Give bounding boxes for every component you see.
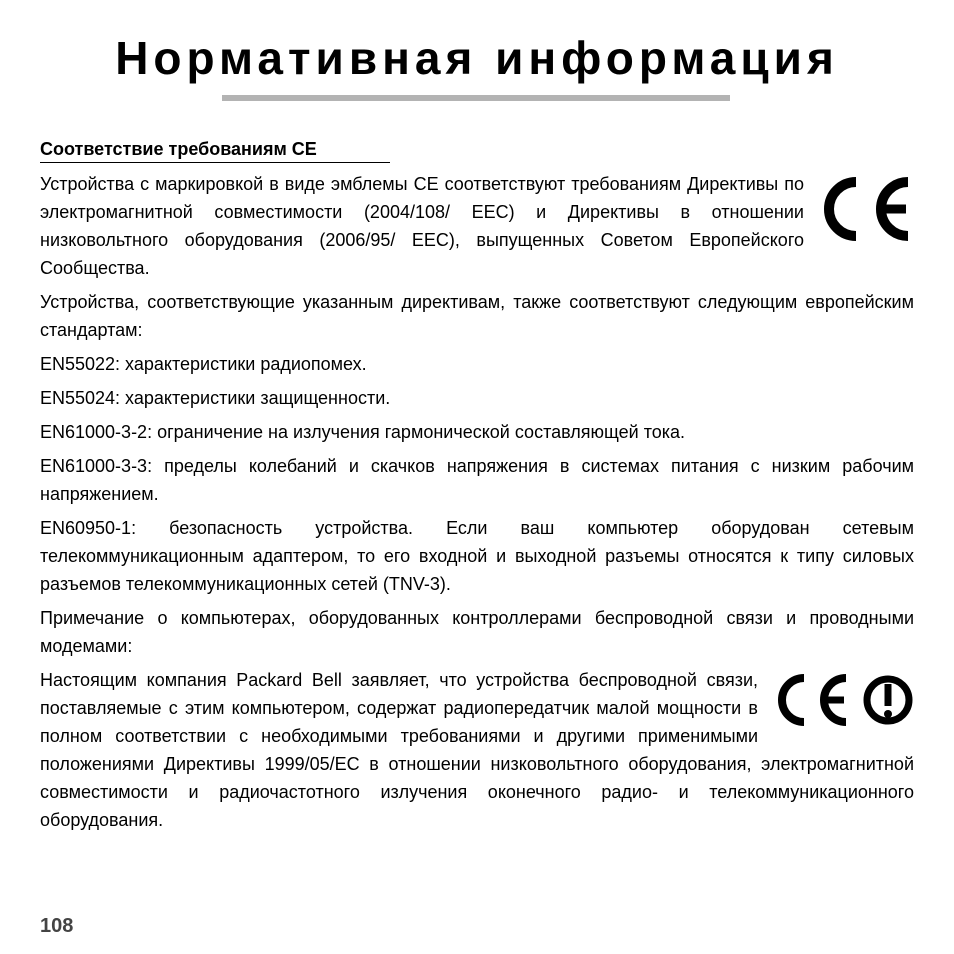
paragraph-en55024: EN55024: характеристики защищенности. xyxy=(40,388,391,408)
paragraph-en55022: EN55022: характеристики радиопомех. xyxy=(40,354,367,374)
paragraph-en60950-1: EN60950-1: безопасность устройства. Если ваш компьютер оборудован сетевым телекоммуникационным адаптером, то его входной и выходной разъемы относятся к типу силовых разъемов телекоммуникационных сетей (TNV-3). xyxy=(40,518,914,594)
paragraph-ce-directives: Устройства с маркировкой в виде эмблемы CE соответствуют требованиям Директивы по электромагнитной совместимости (2004/108/ EEC) и Директивы в отношении низковольтного оборудования (2006/95/ EEC), выпущенных Советом Европейского Сообщества. xyxy=(40,174,804,278)
paragraph-wireless-note: Примечание о компьютерах, оборудованных контроллерами беспроводной связи и проводными модемами: xyxy=(40,608,914,656)
ce-alert-mark-logo xyxy=(776,672,914,728)
body-content xyxy=(40,170,914,840)
page-title: Нормативная информация xyxy=(115,32,839,84)
paragraph-en61000-3-3: EN61000-3-3: пределы колебаний и скачков напряжения в системах питания с низким рабочим напряжением. xyxy=(40,456,914,504)
title-underline-rule xyxy=(222,95,730,101)
section-heading: Соответствие требованиям CE xyxy=(40,137,390,163)
paragraph-standards-intro: Устройства, соответствующие указанным директивам, также соответствуют следующим европейским стандартам: xyxy=(40,292,914,340)
ce-mark-logo xyxy=(818,174,914,244)
paragraph-en61000-3-2: EN61000-3-2: ограничение на излучения гармонической составляющей тока. xyxy=(40,422,686,442)
paragraph-packard-bell-declaration: Настоящим компания Packard Bell заявляет, что устройства беспроводной связи, поставляемые с этим компьютером, содержат радиопередатчик малой мощности в полном соответствии с необходимыми требованиями и другими применимыми положениями Директивы 1999/05/EC в отношении низковольтного оборудования, электромагнитной совместимости и радиочастотного излучения оконечного радио- и телекоммуникационного оборудования. xyxy=(40,670,914,830)
page-number: 108 xyxy=(40,915,74,937)
